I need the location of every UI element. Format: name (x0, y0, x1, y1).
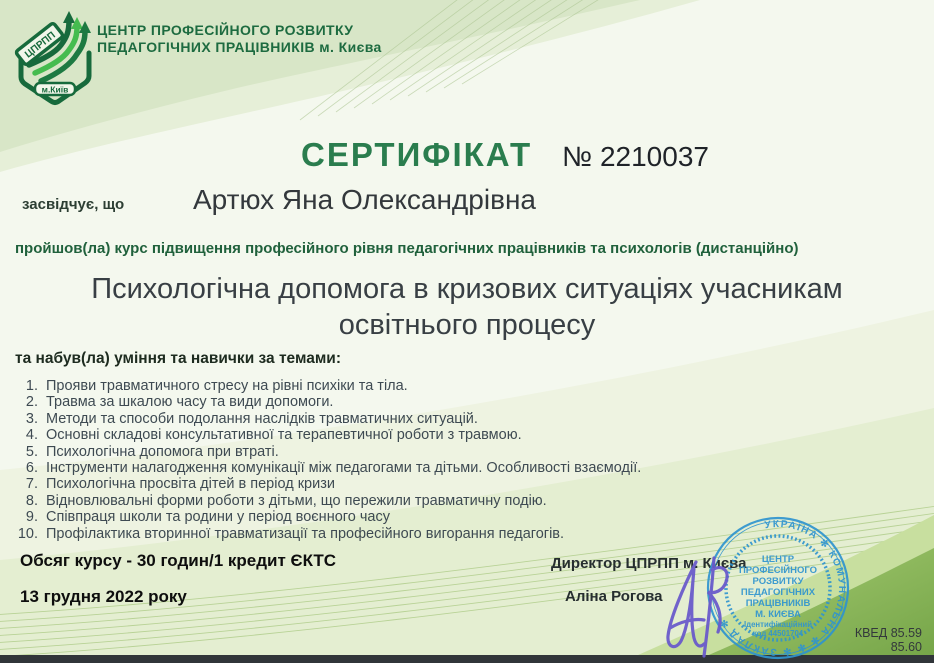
kved-line2: 85.60 (890, 640, 922, 654)
kved-codes (855, 626, 922, 654)
certificate-title: СЕРТИФІКАТ (301, 136, 533, 173)
course-title-line1: Психологічна допомога в кризових ситуаціях учасникам (91, 273, 843, 305)
certifies-label: засвідчує, що (22, 196, 125, 213)
stamp-line4: ПЕДАГОГІЧНИХ (740, 587, 816, 598)
stamp-line2: ПРОФЕСІЙНОГО (738, 565, 818, 576)
course-title (0, 271, 934, 343)
topic-item: Інструменти налагодження комунікації між педагогами та дітьми. Особливості взаємодії. (46, 460, 642, 477)
topic-item: Психологічна допомога при втраті. (46, 443, 279, 460)
course-title-line2: освітнього процесу (338, 309, 596, 341)
title-row (38, 136, 934, 174)
issue-date: 13 грудня 2022 року (20, 587, 187, 606)
stamp-ring-text: УКРАЇНА ✻ КОМУНАЛЬНА ✻ ✻ ✻ ЗАКЛАД ✻ (717, 518, 848, 658)
course-description: пройшов(ла) курс підвищення професійного рівня педагогічних працівників та психологів (дистанційно) (15, 240, 799, 257)
org-name (97, 22, 382, 56)
director-name: Аліна Рогова (565, 588, 663, 605)
recipient-name: Артюх Яна Олександрівна (193, 184, 536, 215)
org-name-line1: ЦЕНТР ПРОФЕСІЙНОГО РОЗВИТКУ (97, 22, 354, 38)
certificate-number: № 2210037 (562, 141, 709, 172)
org-logo (13, 5, 97, 107)
topics-list (8, 378, 641, 542)
topic-item: Співпраця школи та родини у період воєнного часу (46, 509, 390, 526)
topic-item: Травма за шкалою часу та види допомоги. (46, 394, 334, 411)
org-name-line2: ПЕДАГОГІЧНИХ ПРАЦІВНИКІВ м. Києва (97, 39, 382, 55)
topics-label: та набув(ла) уміння та навички за темами: (15, 350, 341, 367)
stamp-line1: ЦЕНТР (761, 554, 795, 565)
logo-acronym: ЦПРПП (23, 29, 58, 61)
director-title: Директор ЦПРПП м. Києва (551, 555, 747, 572)
director-signature (652, 556, 737, 661)
logo-city: м.Київ (41, 84, 69, 95)
stamp-line5: ПРАЦІВНИКІВ (745, 598, 811, 609)
topic-item: Методи та способи подолання наслідків травматичних ситуацій. (46, 410, 478, 427)
stamp-line6: М. КИЄВА (755, 609, 801, 620)
stamp-id-code: код 44501704 (752, 629, 804, 638)
topic-item: Психологічна просвіта дітей в період кризи (46, 476, 335, 493)
topic-item: Прояви травматичного стресу на рівні психіки та тіла. (46, 378, 408, 394)
topic-item: Профілактика вторинної травматизації та професійного вигорання педагогів. (46, 525, 565, 542)
course-volume: Обсяг курсу - 30 годин/1 кредит ЄКТС (20, 551, 337, 570)
stamp-line3: РОЗВИТКУ (752, 576, 804, 587)
kved-line1: КВЕД 85.59 (854, 626, 922, 640)
topic-item: Відновлювальні форми роботи з дітьми, що пережили травматичну подію. (46, 492, 547, 509)
stamp-id-label: Ідентифікаційний (743, 620, 813, 629)
topic-item: Основні складові консультативної та терапевтичної роботи з травмою. (46, 427, 522, 444)
